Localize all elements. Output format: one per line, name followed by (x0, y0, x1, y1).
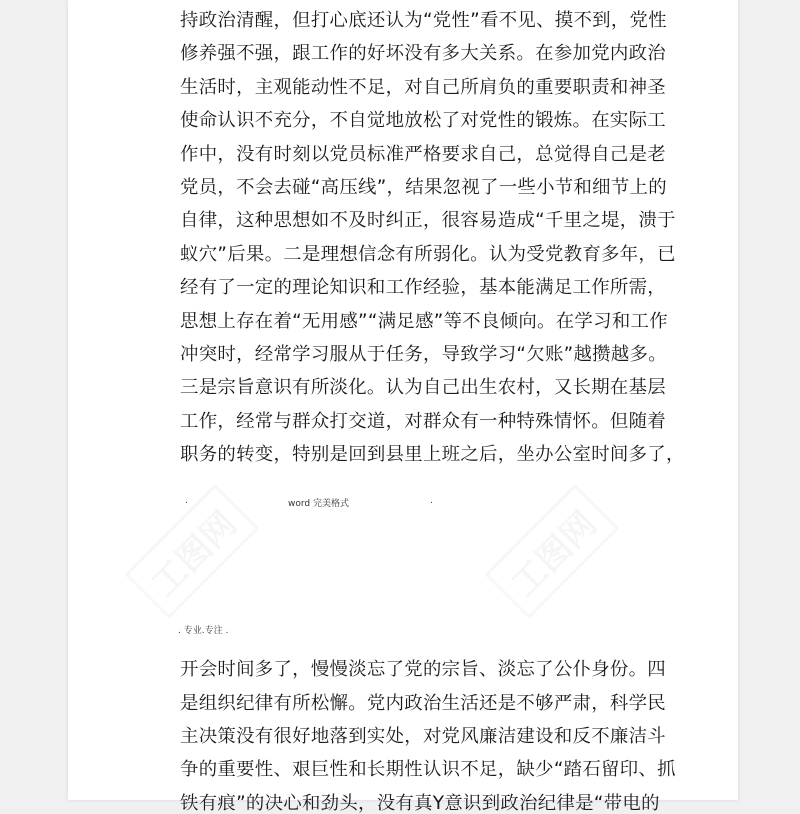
body-line: 冲突时，经常学习服从于任务，导致学习“欠账”越攒越多。 (180, 344, 667, 365)
body-line: 经有了一定的理论知识和工作经验，基本能满足工作所需， (180, 277, 666, 298)
body-line: 生活时，主观能动性不足，对自己所肩负的重要职责和神圣 (180, 77, 666, 98)
body-line: 党员，不会去碰“高压线”，结果忽视了一些小节和细节上的 (180, 177, 667, 198)
page-header: . 专业.专注 . (178, 626, 229, 636)
body-line: 三是宗旨意识有所淡化。认为自己出生农村，又长期在基层 (180, 377, 666, 398)
body-line: 作中，没有时刻以党员标准严格要求自己，总觉得自己是老 (180, 144, 666, 165)
body-line: 主决策没有很好地落到实处，对党风廉洁建设和反不廉洁斗 (180, 726, 666, 747)
watermark-left: 工图网 (124, 484, 259, 619)
body-line: 工作，经常与群众打交道，对群众有一种特殊情怀。但随着 (180, 411, 666, 432)
footer-left-dot: . (185, 496, 188, 506)
body-line: 铁有痕”的决心和劲头，没有真Y意识到政治纪律是“带电的 (180, 793, 660, 814)
body-line: 自律，这种思想如不及时纠正，很容易造成“千里之堤，溃于 (180, 210, 676, 231)
body-line: 持政治清醒，但打心底还认为“党性”看不见、摸不到，党性 (180, 10, 667, 31)
footer-title: word 完美格式 (288, 499, 349, 509)
body-line: 蚁穴”后果。二是理想信念有所弱化。认为受党教育多年，已 (180, 244, 676, 265)
body-line: 是组织纪律有所松懈。党内政治生活还是不够严肃，科学民 (180, 693, 666, 714)
footer-right-dot: . (430, 496, 433, 506)
body-line: 争的重要性、艰巨性和长期性认识不足，缺少“踏石留印、抓 (180, 759, 676, 780)
document-page (68, 0, 738, 814)
body-line: 修养强不强，跟工作的好坏没有多大关系。在参加党内政治 (180, 43, 666, 64)
body-line: 思想上存在着“无用感”“满足感”等不良倾向。在学习和工作 (180, 311, 668, 332)
body-line: 使命认识不充分，不自觉地放松了对党性的锻炼。在实际工 (180, 110, 666, 131)
body-line: 职务的转变，特别是回到县里上班之后，坐办公室时间多了， (180, 444, 685, 465)
body-line: 开会时间多了，慢慢淡忘了党的宗旨、淡忘了公仆身份。四 (180, 659, 666, 680)
watermark-right: 工图网 (484, 484, 619, 619)
